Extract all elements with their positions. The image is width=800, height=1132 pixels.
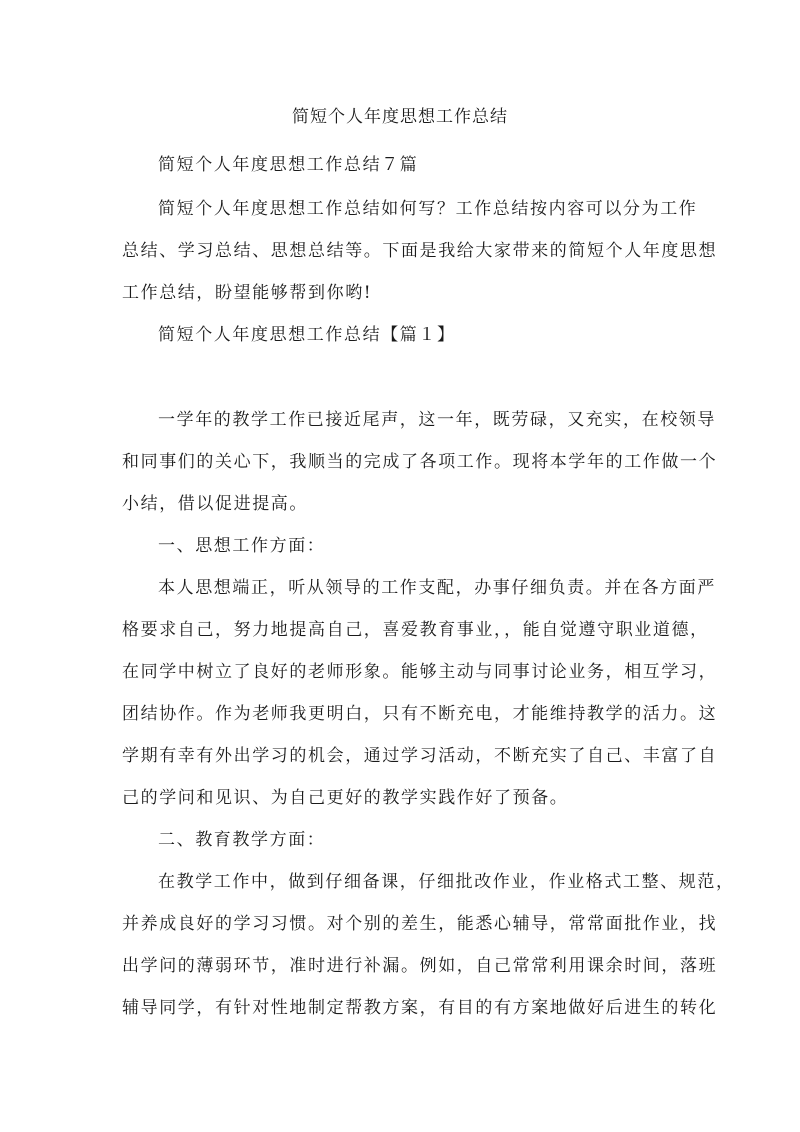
paragraph-line: 辅导同学，有针对性地制定帮教方案，有目的有方案地做好后进生的转化 [122,998,718,1018]
subtitle-line: 简短个人年度思想工作总结７篇 [158,155,419,175]
paragraph-line: 一学年的教学工作已接近尾声，这一年，既劳碌，又充实，在校领导 [158,410,716,430]
section-heading: 简短个人年度思想工作总结【篇１】 [158,325,456,345]
paragraph-line: 本人思想端正，听从领导的工作支配，办事仔细负责。并在各方面严 [158,578,716,598]
paragraph-line: 在教学工作中，做到仔细备课，仔细批改作业，作业格式工整、规范， [158,872,735,892]
paragraph-line: 学期有幸有外出学习的机会，通过学习活动，不断充实了自己、丰富了自 [122,746,718,766]
intro-line: 工作总结，盼望能够帮到你哟! [122,283,373,303]
subsection-heading: 一、思想工作方面： [158,536,326,556]
intro-line: 简短个人年度思想工作总结如何写？工作总结按内容可以分为工作 [158,199,698,219]
paragraph-line: 和同事们的关心下，我顺当的完成了各项工作。现将本学年的工作做一个 [122,452,718,472]
paragraph-line: 并养成良好的学习习惯。对个别的差生，能悉心辅导，常常面批作业，找 [122,914,718,934]
paragraph-line: 在同学中树立了良好的老师形象。能够主动与同事讨论业务，相互学习， [122,662,718,682]
subsection-heading: 二、教育教学方面： [158,830,326,850]
paragraph-line: 小结，借以促进提高。 [122,494,308,514]
paragraph-line: 团结协作。作为老师我更明白，只有不断充电，才能维持教学的活力。这 [122,704,718,724]
document-title: 简短个人年度思想工作总结 [292,107,508,127]
paragraph-line: 己的学问和见识、为自己更好的教学实践作好了预备。 [122,788,569,808]
paragraph-line: 出学问的薄弱环节，准时进行补漏。例如，自己常常利用课余时间，落班 [122,956,718,976]
paragraph-line: 格要求自己，努力地提高自己，喜爱教育事业，，能自觉遵守职业道德， [122,620,709,640]
intro-line: 总结、学习总结、思想总结等。下面是我给大家带来的简短个人年度思想 [122,241,718,261]
